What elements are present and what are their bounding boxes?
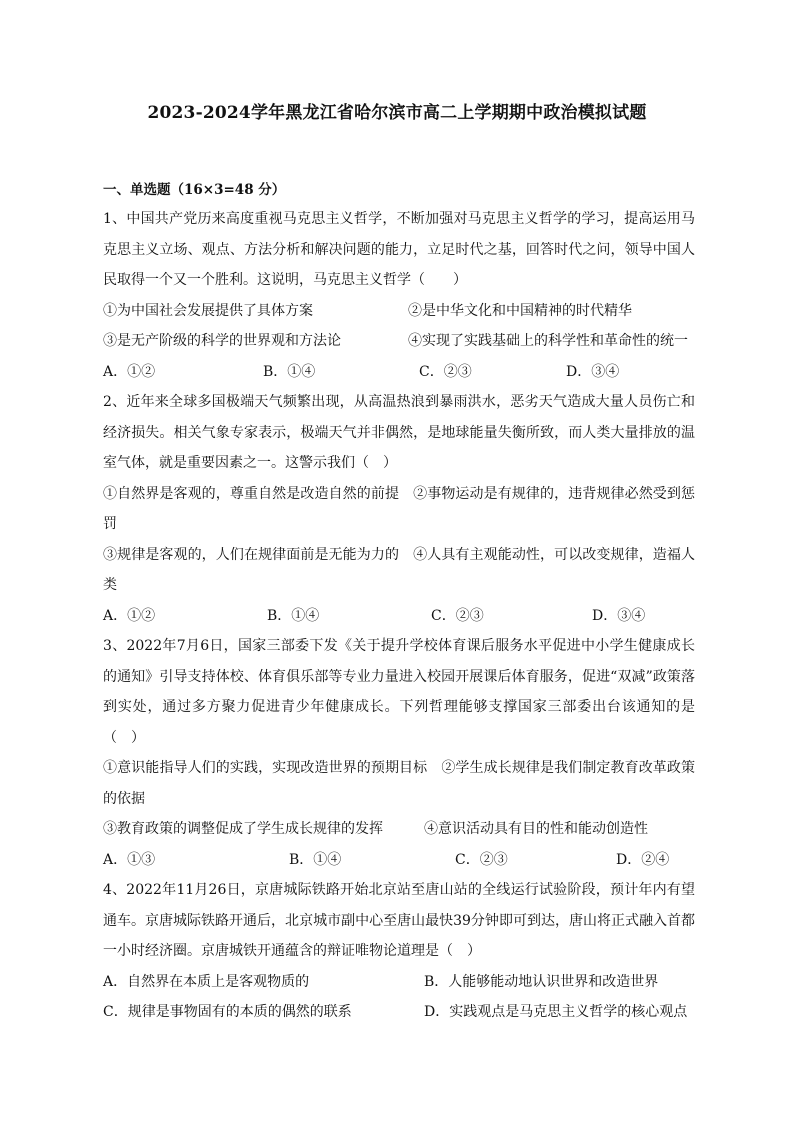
statement-option: ④意识活动具有目的性和能动创造性 [424, 821, 648, 837]
statement-option: ③规律是客观的，人们在规律面前是无能为力的 ④人具有主观能动性，可以改变规律，造福人类 [103, 546, 695, 593]
statement-option: ①为中国社会发展提供了具体方案 [103, 302, 313, 319]
section-title: 一、单选题（16×3=48 分） [103, 182, 286, 198]
question-1 [103, 204, 695, 387]
answer-choice: B．①④ [263, 363, 316, 380]
answer-choice: B．人能够能动地认识世界和改造世界 [424, 973, 659, 990]
answer-choice: B．①④ [267, 607, 320, 624]
statement-option: ②是中华文化和中国精神的时代精华 [408, 302, 632, 319]
question-4 [103, 875, 695, 1028]
answer-choice: A．①③ [103, 851, 156, 868]
option-row [103, 967, 695, 998]
answer-choice: C．②③ [455, 851, 508, 868]
answer-choice: C．②③ [431, 607, 484, 624]
answer-choice: D．③④ [566, 363, 620, 380]
answer-choice: A．①② [103, 363, 156, 380]
question-3 [103, 631, 695, 875]
statement-option: ③教育政策的调整促成了学生成长规律的发挥 [103, 821, 383, 837]
option-row [103, 814, 695, 845]
statement-option: ④实现了实践基础上的科学性和革命性的统一 [408, 333, 688, 349]
option-row [103, 326, 695, 357]
statement-option: ①自然界是客观的，尊重自然是改造自然的前提 ②事物运动是有规律的，违背规律必然受到惩罚 [103, 485, 695, 532]
answer-choice: D．②④ [616, 851, 670, 868]
option-row [103, 997, 695, 1028]
statement-option: ③是无产阶级的科学的世界观和方法论 [103, 333, 341, 349]
exam-content [103, 178, 695, 1028]
answer-choice: C．规律是事物固有的本质的偶然的联系 [103, 1004, 352, 1020]
answer-choices [103, 601, 695, 632]
option-row [103, 296, 695, 327]
answer-choice: A．自然界在本质上是客观物质的 [103, 973, 310, 990]
answer-choice: D．③④ [592, 607, 646, 624]
question-stem: 3、2022年7月6日，国家三部委下发《关于提升学校体育课后服务水平促进中小学生健康成长的通知》引导支持体校、体育俱乐部等专业力量进入校园开展课后体育服务，促进“双减”政策落到实处，通过多方聚力促进青少年健康成长。下列哲理能够支撑国家三部委出台该通知的是（ ） [103, 638, 695, 746]
answer-choices [103, 845, 695, 876]
question-stem: 4、2022年11月26日，京唐城际铁路开始北京站至唐山站的全线运行试验阶段，预计年内有望通车。京唐城际铁路开通后，北京城市副中心至唐山最快39分钟即可到达，唐山将正式融入首都一小时经济圈。京唐城铁开通蕴含的辩证唯物论道理是（ ） [103, 882, 695, 959]
answer-choices [103, 357, 695, 388]
answer-choice: C．②③ [419, 363, 472, 380]
answer-choice: D．实践观点是马克思主义哲学的核心观点 [424, 1004, 688, 1020]
statement-option: ①意识能指导人们的实践，实现改造世界的预期目标 ②学生成长规律是我们制定教育改革政策的依据 [103, 760, 695, 807]
answer-choice: B．①④ [289, 851, 342, 868]
question-stem: 1、中国共产党历来高度重视马克思主义哲学，不断加强对马克思主义哲学的学习，提高运用马克思主义立场、观点、方法分析和解决问题的能力，立足时代之基，回答时代之问，领导中国人民取得一个又一个胜利。这说明，马克思主义哲学（ ） [103, 211, 695, 288]
answer-choice: A．①② [103, 607, 156, 624]
page-title: 2023-2024学年黑龙江省哈尔滨市高二上学期期中政治模拟试题 [147, 103, 647, 123]
question-stem: 2、近年来全球多国极端天气频繁出现，从高温热浪到暴雨洪水，恶劣天气造成大量人员伤亡和经济损失。相关气象专家表示，极端天气并非偶然，是地球能量失衡所致，而人类大量排放的温室气体，就是重要因素之一。这警示我们（ ） [103, 394, 695, 471]
question-2 [103, 387, 695, 631]
